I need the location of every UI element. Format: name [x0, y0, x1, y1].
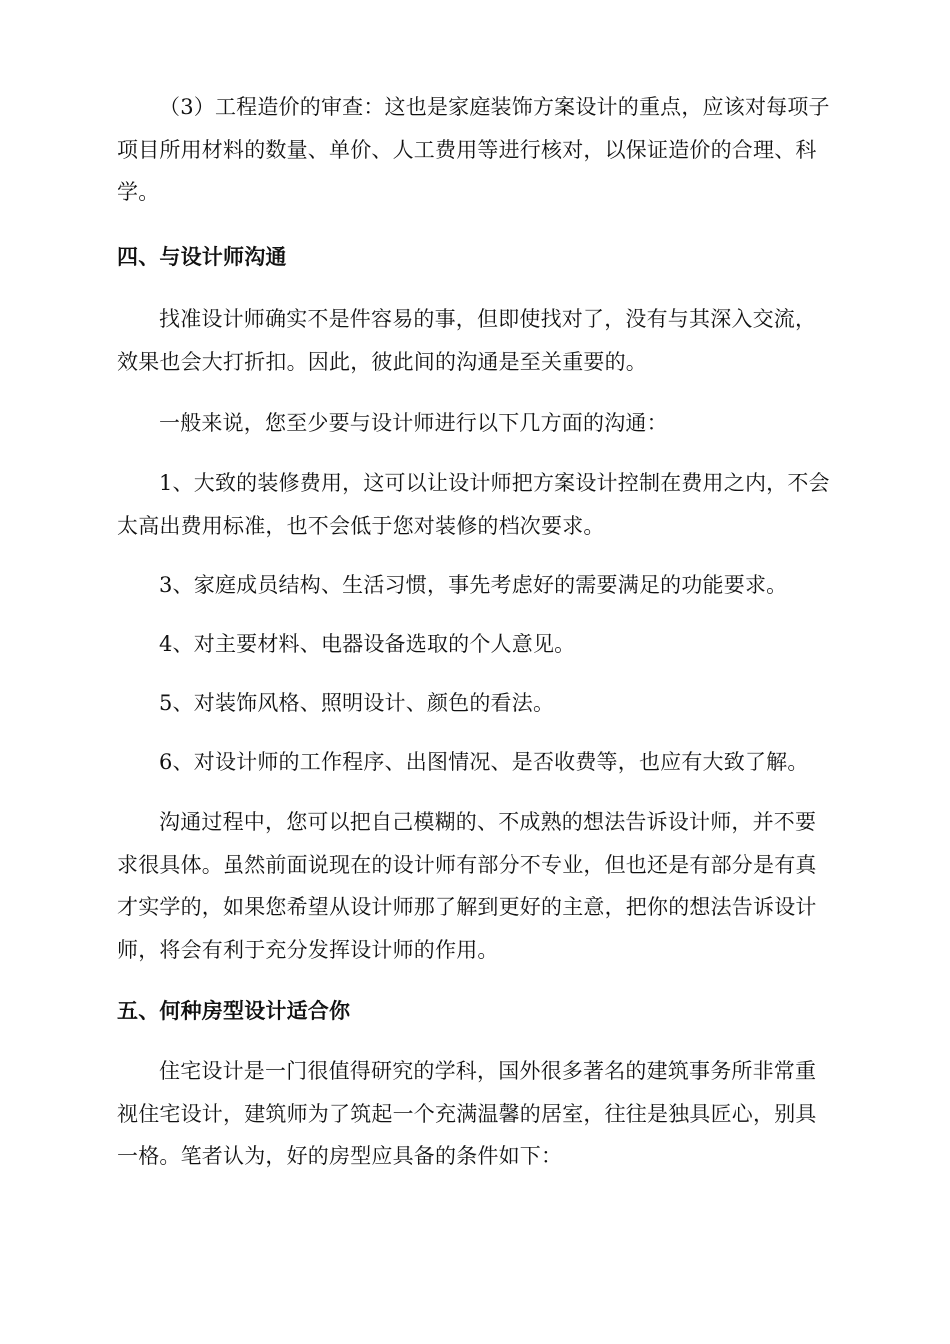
paragraph-general-intro: 一般来说，您至少要与设计师进行以下几方面的沟通：	[159, 411, 668, 435]
section-heading-communicate: 四、与设计师沟通	[117, 245, 287, 269]
list-item-workflow: 6、对设计师的工作程序、出图情况、是否收费等，也应有大致了解。	[159, 750, 809, 774]
list-item-family: 3、家庭成员结构、生活习惯，事先考虑好的需要满足的功能要求。	[159, 573, 788, 597]
paragraph-cost-review: （3）工程造价的审查：这也是家庭装饰方案设计的重点，应该对每项子项目所用材料的数量、单价、人工费用等进行核对，以保证造价的合理、科学。	[117, 95, 830, 204]
paragraph-communication-process: 沟通过程中，您可以把自己模糊的、不成熟的想法告诉设计师，并不要求很具体。虽然前面说现在的设计师有部分不专业，但也还是有部分是有真才实学的，如果您希望从设计师那了解到更好的主意，把你的想法告诉设计师，将会有利于充分发挥设计师的作用。	[117, 810, 817, 962]
list-item-budget: 1、大致的装修费用，这可以让设计师把方案设计控制在费用之内，不会太高出费用标准，也不会低于您对装修的档次要求。	[117, 471, 830, 538]
paragraph-find-designer: 找准设计师确实不是件容易的事，但即使找对了，没有与其深入交流，效果也会大打折扣。因此，彼此间的沟通是至关重要的。	[117, 307, 817, 374]
list-item-style: 5、对装饰风格、照明设计、颜色的看法。	[159, 691, 555, 715]
paragraph-residential-design: 住宅设计是一门很值得研究的学科，国外很多著名的建筑事务所非常重视住宅设计，建筑师为了筑起一个充满温馨的居室，往往是独具匠心，别具一格。笔者认为，好的房型应具备的条件如下：	[117, 1059, 817, 1168]
section-heading-house-type: 五、何种房型设计适合你	[117, 999, 351, 1023]
list-item-materials: 4、对主要材料、电器设备选取的个人意见。	[159, 632, 576, 656]
